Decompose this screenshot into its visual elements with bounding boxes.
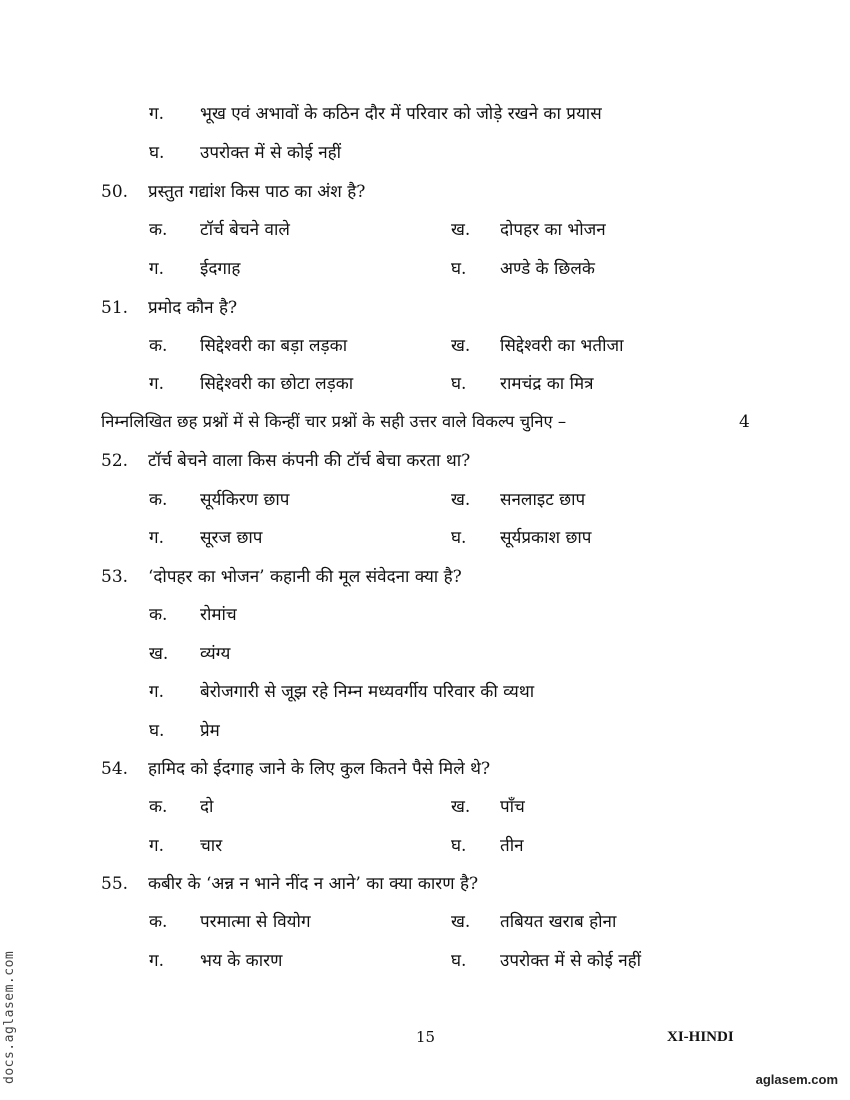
option-label: घ. bbox=[451, 836, 467, 856]
option-text: सनलाइट छाप bbox=[500, 490, 586, 510]
option-text: रामचंद्र का मित्र bbox=[500, 374, 594, 394]
option-label: ग. bbox=[149, 528, 164, 548]
option-label: ग. bbox=[149, 374, 164, 394]
option-text: टॉर्च बेचने वाले bbox=[200, 220, 290, 240]
option-label: ख. bbox=[451, 336, 471, 356]
option-label: ख. bbox=[451, 490, 471, 510]
option-label: ग. bbox=[149, 836, 164, 856]
option-text: उपरोक्त में से कोई नहीं bbox=[200, 143, 342, 163]
question-text: टॉर्च बेचने वाला किस कंपनी की टॉर्च बेचा करता था? bbox=[148, 451, 471, 471]
option-text: अण्डे के छिलके bbox=[500, 259, 595, 279]
option-text: सूरज छाप bbox=[200, 528, 263, 548]
option-label: ख. bbox=[451, 912, 471, 932]
option-text: रोमांच bbox=[200, 605, 237, 625]
question-number: 52. bbox=[101, 451, 129, 471]
option-text: सूर्यप्रकाश छाप bbox=[500, 528, 592, 548]
site-link[interactable]: aglasem.com bbox=[755, 1072, 838, 1087]
option-label: क. bbox=[149, 490, 168, 510]
option-label: क. bbox=[149, 605, 168, 625]
side-watermark: docs.aglasem.com bbox=[2, 950, 17, 1084]
option-text: पाँच bbox=[500, 797, 525, 817]
option-text: परमात्मा से वियोग bbox=[200, 912, 311, 932]
option-text: ईदगाह bbox=[200, 259, 241, 279]
option-label: ख. bbox=[149, 644, 169, 664]
option-text: व्यंग्य bbox=[200, 644, 231, 664]
option-label: ख. bbox=[451, 797, 471, 817]
option-text: प्रेम bbox=[200, 721, 220, 741]
option-label: ग. bbox=[149, 259, 164, 279]
option-text: दो bbox=[200, 797, 214, 817]
option-text: बेरोजगारी से जूझ रहे निम्न मध्यवर्गीय परिवार की व्यथा bbox=[200, 682, 535, 702]
section-instruction: निम्नलिखित छह प्रश्नों में से किन्हीं चार प्रश्नों के सही उत्तर वाले विकल्प चुनिए – bbox=[101, 412, 567, 431]
page-number: 15 bbox=[416, 1028, 436, 1046]
option-label: घ. bbox=[451, 951, 467, 971]
option-text: भय के कारण bbox=[200, 951, 283, 971]
option-label: क. bbox=[149, 912, 168, 932]
question-text: प्रमोद कौन है? bbox=[148, 298, 238, 318]
option-text: सूर्यकिरण छाप bbox=[200, 490, 290, 510]
question-text: प्रस्तुत गद्यांश किस पाठ का अंश है? bbox=[148, 182, 366, 202]
option-text: सिद्देश्वरी का छोटा लड़का bbox=[200, 374, 354, 394]
question-text: ‘दोपहर का भोजन’ कहानी की मूल संवेदना क्या है? bbox=[148, 567, 462, 587]
option-text: सिद्देश्वरी का भतीजा bbox=[500, 336, 624, 356]
question-number: 54. bbox=[101, 759, 129, 779]
option-label: घ. bbox=[451, 374, 467, 394]
option-label: घ. bbox=[451, 259, 467, 279]
option-label: घ. bbox=[451, 528, 467, 548]
question-number: 53. bbox=[101, 567, 129, 587]
option-label: घ. bbox=[149, 143, 165, 163]
option-text: उपरोक्त में से कोई नहीं bbox=[500, 951, 642, 971]
option-text: चार bbox=[200, 836, 223, 856]
option-label: क. bbox=[149, 336, 168, 356]
option-label: ग. bbox=[149, 951, 164, 971]
option-text: दोपहर का भोजन bbox=[500, 220, 606, 240]
option-text: तीन bbox=[500, 836, 524, 856]
option-text: तबियत खराब होना bbox=[500, 912, 617, 932]
section-marks: 4 bbox=[739, 412, 750, 432]
question-number: 55. bbox=[101, 874, 129, 894]
option-label: क. bbox=[149, 220, 168, 240]
option-label: ग. bbox=[149, 104, 164, 124]
question-number: 50. bbox=[101, 182, 129, 202]
subject-code: XI-HINDI bbox=[667, 1029, 734, 1045]
option-text: भूख एवं अभावों के कठिन दौर में परिवार को जोड़े रखने का प्रयास bbox=[200, 104, 602, 124]
option-text: सिद्देश्वरी का बड़ा लड़का bbox=[200, 336, 348, 356]
question-number: 51. bbox=[101, 298, 129, 318]
option-label: ग. bbox=[149, 682, 164, 702]
question-text: कबीर के ‘अन्न न भाने नींद न आने’ का क्या कारण है? bbox=[148, 874, 479, 894]
option-label: ख. bbox=[451, 220, 471, 240]
question-text: हामिद को ईदगाह जाने के लिए कुल कितने पैसे मिले थे? bbox=[148, 759, 491, 779]
option-label: क. bbox=[149, 797, 168, 817]
option-label: घ. bbox=[149, 721, 165, 741]
